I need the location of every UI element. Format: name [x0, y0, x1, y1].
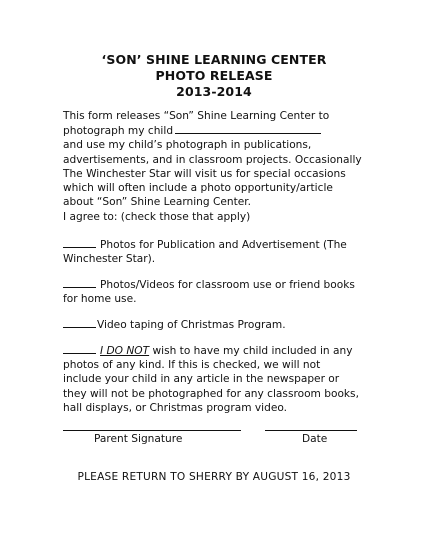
intro-line-7: about “Son” Shine Learning Center. [63, 196, 252, 209]
option-classroom-line-1 [63, 277, 373, 292]
option-classroom-text: Photos/Videos for classroom use or friend books [100, 279, 355, 291]
option-christmas [63, 317, 373, 332]
option-do-not-line-1 [63, 343, 373, 358]
form-subtitle: PHOTO RELEASE [155, 68, 273, 83]
parent-signature-field[interactable] [63, 430, 241, 431]
intro-line-1: This form releases “Son” Shine Learning Center to [63, 110, 330, 122]
intro-line-2 [63, 123, 373, 138]
intro-line-5: The Winchester Star will visit us for special occasions [63, 167, 346, 180]
child-name-field[interactable] [175, 123, 321, 134]
option-classroom [63, 277, 373, 306]
option-christmas-line-1 [63, 317, 373, 332]
form-title: ‘SON’ SHINE LEARNING CENTER [101, 52, 327, 67]
intro-line-3: and use my child’s photograph in publications, [63, 139, 312, 152]
option-do-not-line-5: hall displays, or Christmas program video. [63, 401, 288, 414]
agree-label: I agree to: (check those that apply) [63, 211, 251, 223]
do-not-check-field[interactable] [63, 343, 96, 354]
publication-check-field[interactable] [63, 237, 96, 248]
intro-paragraph [63, 109, 373, 209]
classroom-check-field[interactable] [63, 277, 96, 288]
option-do-not-line-4: they will not be photographed for any classroom books, [63, 387, 359, 400]
option-publication-text: Photos for Publication and Advertisement (The [100, 239, 347, 251]
option-do-not-line-3: include your child in any article in the newspaper or [63, 373, 340, 386]
option-classroom-line-2: for home use. [63, 293, 137, 306]
option-publication [63, 237, 373, 266]
date-field[interactable] [265, 430, 357, 431]
return-instructions: PLEASE RETURN TO SHERRY BY AUGUST 16, 2013 [77, 471, 351, 483]
christmas-check-field[interactable] [63, 317, 96, 328]
option-do-not-line-2: photos of any kind. If this is checked, we will not [63, 359, 321, 372]
parent-signature-label: Parent Signature [94, 433, 183, 445]
form-year: 2013-2014 [176, 84, 252, 99]
option-publication-line-1 [63, 237, 373, 252]
option-christmas-text: Video taping of Christmas Program. [97, 319, 286, 331]
date-label: Date [302, 433, 328, 445]
intro-line-4: advertisements, and in classroom projects. Occasionally [63, 153, 362, 166]
do-not-line-1-rest: wish to have my child included in any [149, 345, 353, 357]
option-do-not [63, 343, 373, 415]
intro-line-2-prefix: photograph my child [63, 125, 174, 138]
do-not-emphasis: I DO NOT [100, 345, 150, 357]
option-publication-line-2: Winchester Star). [63, 253, 156, 266]
intro-line-6: which will often include a photo opportunity/article [63, 182, 333, 195]
